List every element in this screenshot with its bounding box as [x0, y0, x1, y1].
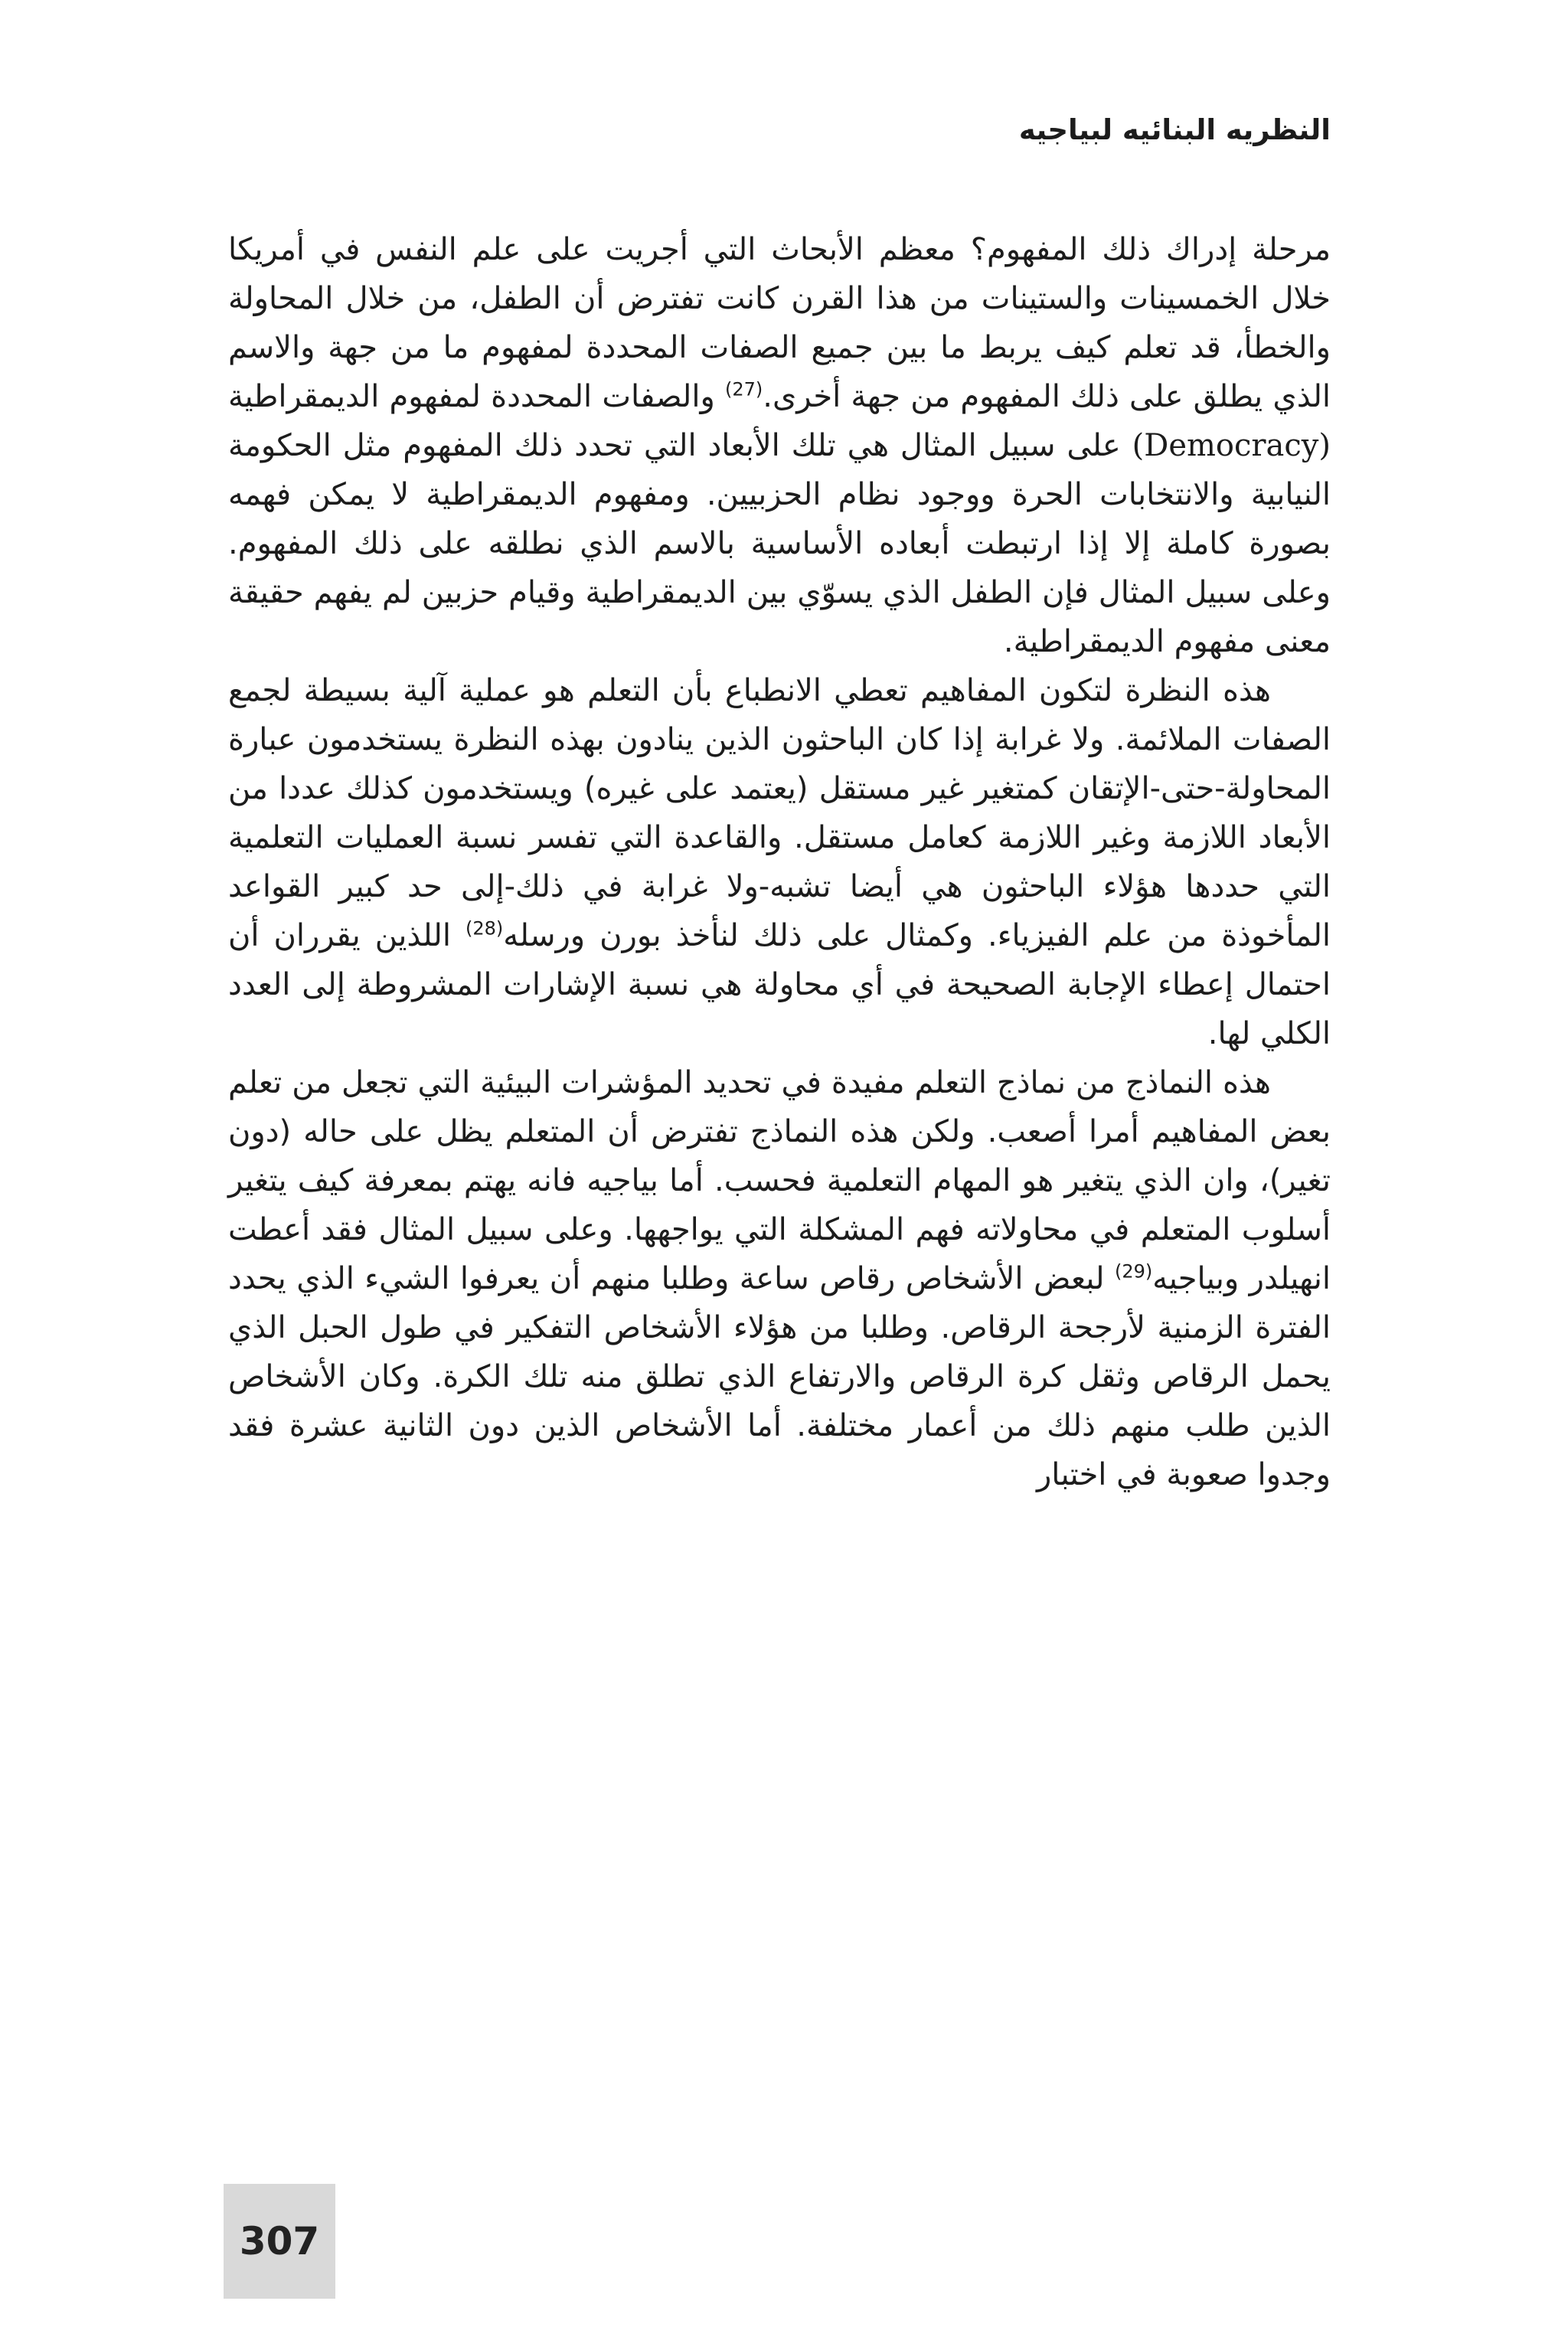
paragraph-3 [228, 1058, 1331, 1499]
paragraph-text: على سبيل المثال هي تلك الأبعاد التي تحدد ذلك المفهوم مثل الحكومة النيابية والانتخابات الحرة ووجود نظام الحزبيين. ومفهوم الديمقراطية لا يمكن فهمه بصورة كاملة إلا إذا ارتبطت أبعاده الأساسية بالاسم الذي نطلقه على ذلك المفهوم. وعلى سبيل المثال فإن الطفل الذي يسوّي بين الديمقراطية وقيام حزبين لم يفهم حقيقة معنى مفهوم الديمقراطية. [228, 428, 1331, 659]
paragraph-text: هذه النظرة لتكون المفاهيم تعطي الانطباع بأن التعلم هو عملية آلية بسيطة لجمع الصفات الملائمة. ولا غرابة إذا كان الباحثون الذين ينادون بهذه النظرة يستخدمون عبارة المحاولة-حتى-الإتقان كمتغير غير مستقل (يعتمد على غيره) ويستخدمون كذلك عددا من الأبعاد اللازمة وغير اللازمة كعامل مستقل. والقاعدة التي تفسر نسبة العمليات التعلمية التي حددها هؤلاء الباحثون هي أيضا تشبه-ولا غرابة في ذلك-إلى حد كبير القواعد المأخوذة من علم الفيزياء. وكمثال على ذلك لنأخذ بورن ورسله [228, 673, 1331, 953]
paragraph-text: هذه النماذج من نماذج التعلم مفيدة في تحديد المؤشرات البيئية التي تجعل من تعلم بعض المفاهيم أمرا أصعب. ولكن هذه النماذج تفترض أن المتعلم يظل على حاله (دون تغير)، وان الذي يتغير هو المهام التعلمية فحسب. أما بياجيه فانه يهتم بمعرفة كيف يتغير أسلوب المتعلم في محاولاته فهم المشكلة التي يواجهها. وعلى سبيل المثال فقد أعطت انهيلدر وبياجيه [228, 1065, 1331, 1296]
paragraph-2 [228, 666, 1331, 1058]
paragraph-text: مرحلة إدراك ذلك المفهوم؟ معظم الأبحاث التي أجريت على علم النفس في أمريكا خلال الخمسينات والستينات من هذا القرن كانت تفترض أن الطفل، من خلال المحاولة والخطأ، قد تعلم كيف يربط ما بين جميع الصفات المحددة لمفهوم ما من جهة والاسم الذي يطلق على ذلك المفهوم من جهة أخرى. [228, 232, 1331, 414]
body-text [228, 225, 1331, 1499]
page-number: 307 [224, 2184, 335, 2299]
paragraph-text: لبعض الأشخاص رقاص ساعة وطلبا منهم أن يعرفوا الشيء الذي يحدد الفترة الزمنية لأرجحة الرقاص. وطلبا من هؤلاء الأشخاص التفكير في طول الحبل الذي يحمل الرقاص وثقل كرة الرقاص والارتفاع الذي تطلق منه تلك الكرة. وكان الأشخاص الذين طلب منهم ذلك من أعمار مختلفة. أما الأشخاص الذين دون الثانية عشرة فقد وجدوا صعوبة في اختبار [228, 1261, 1331, 1492]
latin-term: (Democracy) [1132, 428, 1331, 463]
paragraph-1 [228, 225, 1331, 666]
paragraph-text: والصفات المحددة لمفهوم الديمقراطية [228, 379, 725, 414]
paragraph-text: اللذين يقرران أن احتمال إعطاء الإجابة الصحيحة في أي محاولة هي نسبة الإشارات المشروطة إلى العدد الكلي لها. [228, 918, 1331, 1051]
running-header: النظريه البنائيه لبياجيه [1018, 113, 1331, 146]
footnote-ref-29: (29) [1114, 1260, 1153, 1283]
footnote-ref-28: (28) [465, 917, 504, 940]
footnote-ref-27: (27) [724, 378, 763, 400]
